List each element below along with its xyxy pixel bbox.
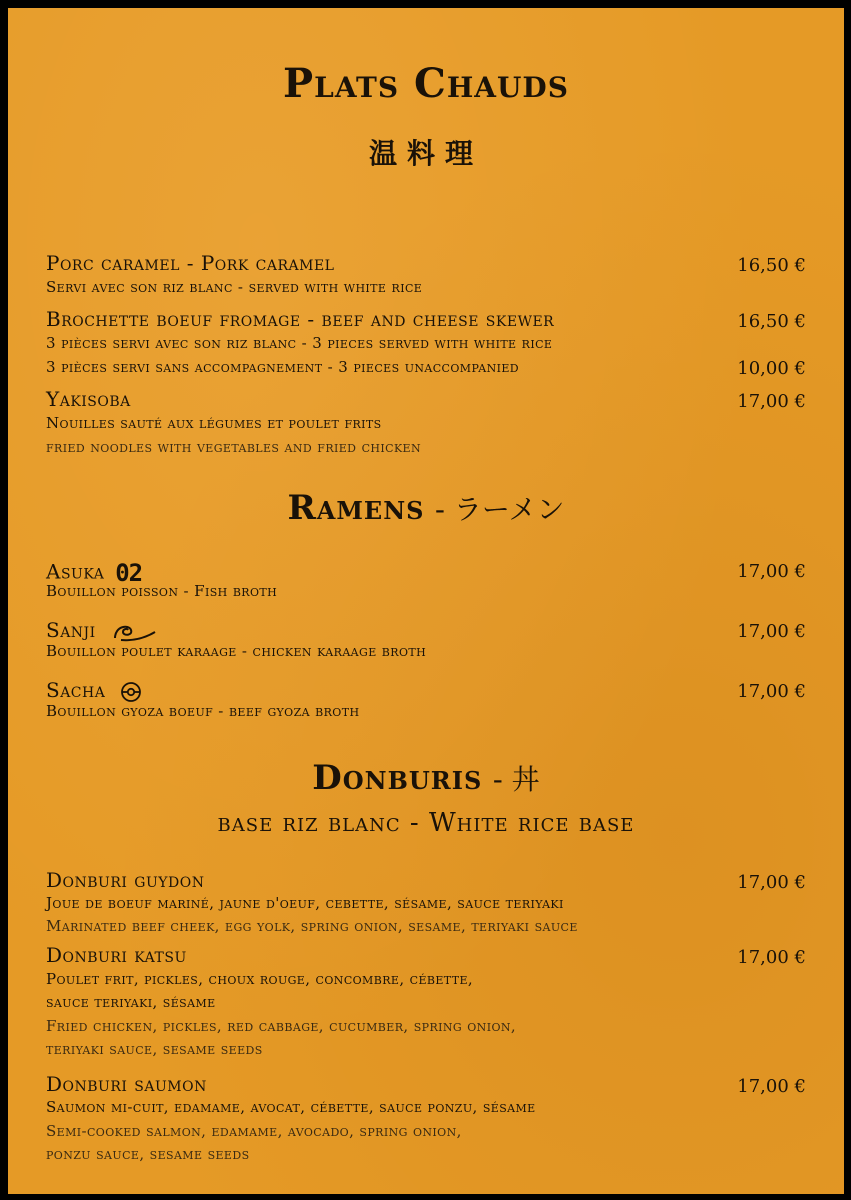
- donburi-price: 17,00 €: [737, 1076, 806, 1097]
- dish-description: 3 pièces servi sans accompagnement - 3 pieces unaccompanied: [46, 358, 519, 376]
- ramen-name-text: Sanji: [46, 618, 96, 642]
- donburi-name: Donburi guydon: [46, 868, 205, 892]
- donburi-price: 17,00 €: [737, 872, 806, 893]
- donburi-description: Saumon mi-cuit, edamame, avocat, cébette, sauce ponzu, sésame: [46, 1098, 536, 1116]
- dish-description: Nouilles sauté aux légumes et poulet frits: [46, 414, 382, 432]
- ramen-name: [46, 618, 157, 644]
- donburi-description: sauce teriyaki, sésame: [46, 993, 216, 1011]
- donburi-name: Donburi saumon: [46, 1072, 207, 1096]
- ramen-description: Bouillon poisson - Fish broth: [46, 582, 278, 600]
- section-kanji-plats-chauds: 温料理: [368, 137, 483, 170]
- menu-page: [8, 8, 844, 1194]
- dish-description: 3 pièces servi avec son riz blanc - 3 pieces served with white rice: [46, 334, 553, 352]
- donburi-description-en: ponzu sauce, sesame seeds: [46, 1145, 250, 1163]
- donburi-description-en: Marinated beef cheek, egg yolk, spring onion, sesame, teriyaki sauce: [46, 917, 578, 935]
- donburi-price: 17,00 €: [737, 947, 806, 968]
- donburi-description: Joue de boeuf mariné, jaune d'oeuf, cebette, sésame, sauce teriyaki: [46, 894, 564, 912]
- dish-price: 17,00 €: [737, 391, 806, 412]
- pokeball-icon: [120, 681, 142, 703]
- section-title-donburis: [8, 758, 844, 798]
- dish-price: 16,50 €: [737, 255, 806, 276]
- section-title-text: Ramens: [287, 488, 425, 528]
- ramen-description: Bouillon poulet karaage - chicken karaage broth: [46, 642, 427, 660]
- section-subtitle: base riz blanc - White rice base: [217, 808, 635, 838]
- section-title-japanese: - ラーメン: [434, 493, 565, 526]
- donburi-description-en: teriyaki sauce, sesame seeds: [46, 1040, 263, 1058]
- dish-price: 10,00 €: [737, 358, 806, 379]
- dish-description: Servi avec son riz blanc - served with white rice: [46, 278, 423, 296]
- section-title-japanese: - 丼: [492, 763, 540, 796]
- dish-price: 16,50 €: [737, 311, 806, 332]
- ramen-name-text: Asuka: [46, 559, 105, 584]
- donburi-description: Poulet frit, pickles, choux rouge, concombre, cébette,: [46, 970, 474, 988]
- dish-name: Brochette boeuf fromage - beef and cheese skewer: [46, 307, 555, 331]
- ramen-price: 17,00 €: [737, 681, 806, 702]
- ramen-price: 17,00 €: [737, 561, 806, 582]
- swirl-eyebrow-icon: [111, 620, 157, 644]
- ramen-name: [46, 678, 142, 703]
- dish-name: Yakisoba: [46, 387, 131, 411]
- ramen-description: Bouillon gyoza boeuf - beef gyoza broth: [46, 702, 360, 720]
- section-title-plats-chauds: Plats Chauds: [283, 60, 569, 107]
- donburi-description-en: Fried chicken, pickles, red cabbage, cucumber, spring onion,: [46, 1017, 517, 1035]
- section-title-text: Donburis: [312, 758, 483, 798]
- section-title-ramens: [8, 488, 844, 528]
- ramen-name-text: Sacha: [46, 678, 106, 702]
- ramen-price: 17,00 €: [737, 621, 806, 642]
- ramen-tag: 02: [115, 559, 143, 587]
- donburi-description-en: Semi-cooked salmon, edamame, avocado, spring onion,: [46, 1122, 462, 1140]
- dish-name: Porc caramel - Pork caramel: [46, 251, 335, 275]
- dish-description-en: fried noodles with vegetables and fried chicken: [46, 438, 422, 456]
- donburi-name: Donburi katsu: [46, 943, 187, 967]
